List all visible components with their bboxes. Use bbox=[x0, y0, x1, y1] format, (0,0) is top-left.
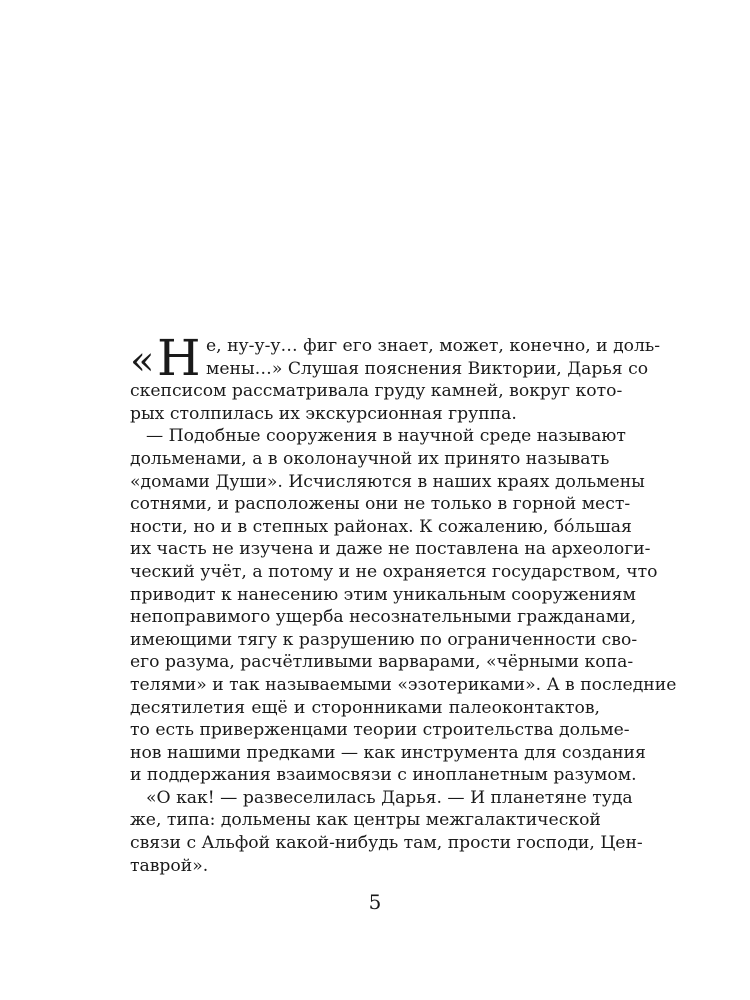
text-line: и поддержания взаимосвязи с инопланетным разумом. bbox=[130, 765, 637, 786]
text-line: имеющими тягу к разрушению по ограниченности сво- bbox=[130, 629, 638, 650]
text-line: телями» и так называемыми «эзотериками». А в последние bbox=[130, 674, 677, 695]
drop-cap-letter: Н bbox=[157, 329, 201, 387]
text-line: «домами Души». Исчисляются в наших краях дольмены bbox=[130, 471, 645, 492]
text-line: его разума, расчётливыми варварами, «чёрными копа- bbox=[130, 652, 634, 673]
text-line: — Подобные сооружения в научной среде называют bbox=[146, 426, 626, 447]
text-line: е, ну-у-у… фиг его знает, может, конечно, и доль- bbox=[206, 336, 661, 356]
text-line: приводит к нанесению этим уникальным сооружениям bbox=[130, 584, 636, 605]
text-line: сотнями, и расположены они не только в горной мест- bbox=[130, 494, 631, 515]
text-line: дольменами, а в околонаучной их принято называть bbox=[130, 448, 610, 469]
drop-cap-quote: « bbox=[130, 338, 155, 384]
text-line: ности, но и в степных районах. К сожалению, бóльшая bbox=[130, 516, 632, 537]
text-line: то есть приверженцами теории строительства дольме- bbox=[130, 720, 630, 741]
text-line: таврой». bbox=[130, 855, 209, 876]
text-line: непоправимого ущерба несознательными гражданами, bbox=[130, 607, 637, 628]
text-line: рых столпилась их экскурсионная группа. bbox=[130, 403, 517, 424]
text-line: «О как! — развеселилась Дарья. — И планетяне туда bbox=[146, 787, 633, 808]
text-line: связи с Альфой какой-нибудь там, прости господи, Цен- bbox=[130, 833, 643, 854]
text-line: же, типа: дольмены как центры межгалактической bbox=[130, 810, 601, 831]
text-line: ческий учёт, а потому и не охраняется государством, что bbox=[130, 561, 658, 582]
text-line: их часть не изучена и даже не поставлена на археологи- bbox=[130, 539, 651, 560]
page-number: 5 bbox=[368, 890, 382, 914]
text-line: десятилетия ещё и сторонниками палеоконтактов, bbox=[130, 697, 600, 718]
drop-cap bbox=[130, 329, 206, 387]
text-line: скепсисом рассматривала груду камней, вокруг кото- bbox=[130, 381, 623, 402]
text-line: мены…» Слушая пояснения Виктории, Дарья со bbox=[206, 358, 649, 379]
paragraph-2 bbox=[130, 425, 677, 787]
paragraph-3 bbox=[130, 787, 643, 877]
body-text bbox=[130, 329, 677, 877]
text-line: нов нашими предками — как инструмента для создания bbox=[130, 742, 646, 763]
